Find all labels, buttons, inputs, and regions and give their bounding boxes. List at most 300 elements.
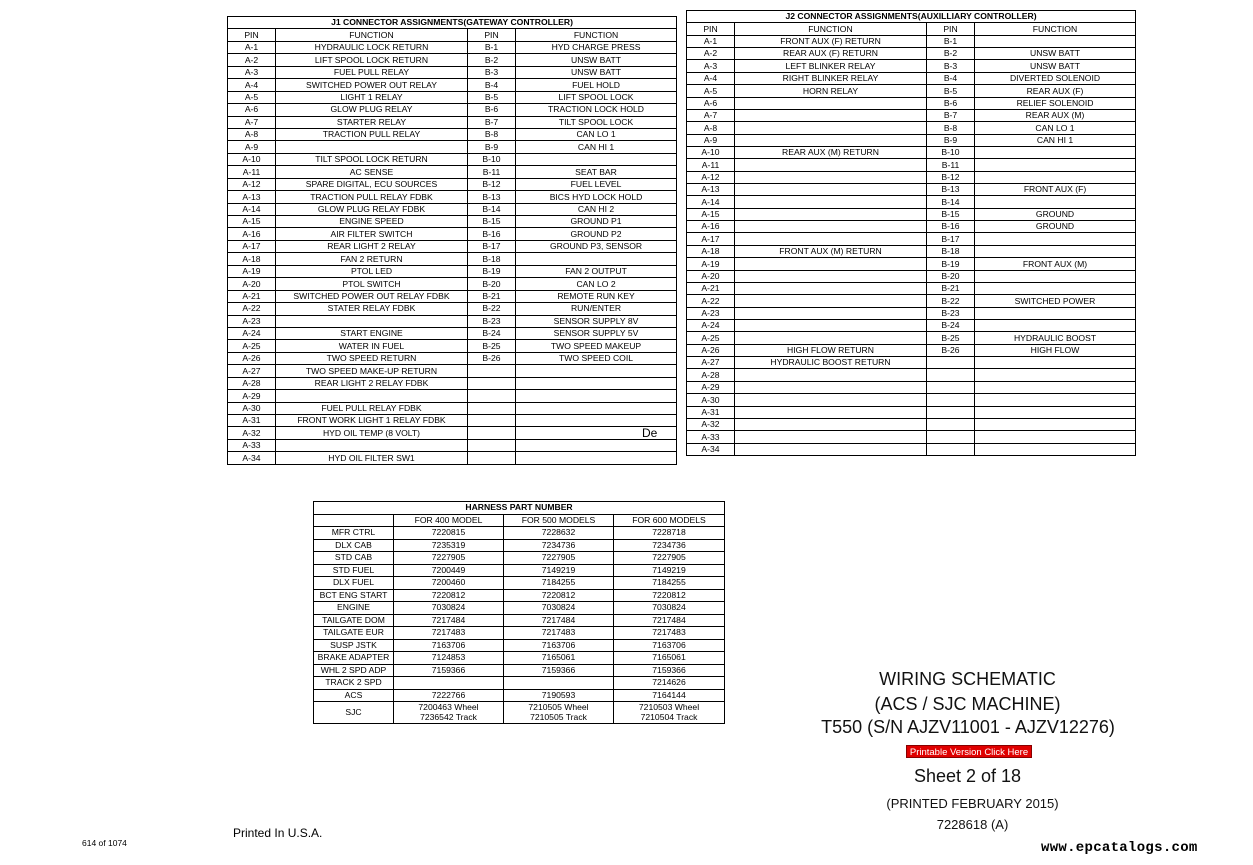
j2-cell	[975, 394, 1136, 406]
j1-row	[228, 415, 677, 427]
j1-cell: ENGINE SPEED	[276, 216, 468, 228]
j1-cell: SENSOR SUPPLY 8V	[516, 315, 677, 327]
j2-cell: A-12	[687, 171, 735, 183]
j1-cell: A-31	[228, 415, 276, 427]
harness-part-number-table	[313, 501, 725, 724]
j2-cell: B-13	[927, 184, 975, 196]
j1-cell: FUEL PULL RELAY	[276, 66, 468, 78]
harness-cell: TAILGATE DOM	[314, 614, 394, 627]
j2-cell: B-8	[927, 122, 975, 134]
j1-cell: CAN HI 1	[516, 141, 677, 153]
j2-cell	[735, 97, 927, 109]
j2-cell	[735, 171, 927, 183]
j1-cell: A-7	[228, 116, 276, 128]
harness-cell: BRAKE ADAPTER	[314, 652, 394, 665]
j1-cell: A-5	[228, 91, 276, 103]
j1-cell: A-9	[228, 141, 276, 153]
j2-cell	[975, 245, 1136, 257]
harness-row	[314, 702, 725, 724]
j1-cell: TWO SPEED MAKE-UP RETURN	[276, 365, 468, 377]
harness-cell: DLX CAB	[314, 539, 394, 552]
j1-cell: TWO SPEED RETURN	[276, 352, 468, 364]
harness-row	[314, 627, 725, 640]
j1-cell: GROUND P1	[516, 216, 677, 228]
j1-cell: B-6	[468, 104, 516, 116]
j1-cell	[468, 452, 516, 464]
j2-cell: B-2	[927, 48, 975, 60]
schematic-title: WIRING SCHEMATIC	[879, 669, 1056, 689]
j1-cell: B-20	[468, 278, 516, 290]
j1-cell	[468, 402, 516, 414]
j1-row	[228, 327, 677, 339]
j1-row	[228, 452, 677, 464]
j2-cell: A-11	[687, 159, 735, 171]
printed-date: (PRINTED FEBRUARY 2015)	[886, 796, 1059, 811]
j1-cell: B-19	[468, 265, 516, 277]
j2-cell: A-28	[687, 369, 735, 381]
j1-cell: B-26	[468, 352, 516, 364]
j2-row	[687, 258, 1136, 270]
j1-cell: B-7	[468, 116, 516, 128]
j2-cell	[975, 233, 1136, 245]
j2-cell: A-23	[687, 307, 735, 319]
j2-row	[687, 295, 1136, 307]
j1-cell	[468, 390, 516, 402]
harness-cell: 7217483	[394, 627, 504, 640]
j1-cell: A-17	[228, 240, 276, 252]
harness-cell: 7164144	[614, 689, 725, 702]
j1-cell: GROUND P3, SENSOR	[516, 240, 677, 252]
j2-row	[687, 418, 1136, 430]
j2-cell	[975, 171, 1136, 183]
j1-cell	[516, 439, 677, 451]
j1-cell: A-22	[228, 303, 276, 315]
harness-header-blank	[314, 514, 394, 527]
j1-row	[228, 178, 677, 190]
j1-cell: UNSW BATT	[516, 66, 677, 78]
j1-cell: B-13	[468, 191, 516, 203]
j2-cell: B-11	[927, 159, 975, 171]
j2-cell: UNSW BATT	[975, 48, 1136, 60]
j2-row	[687, 60, 1136, 72]
j1-cell	[276, 390, 468, 402]
site-watermark: www.epcatalogs.com	[1041, 840, 1198, 856]
j2-cell: A-29	[687, 381, 735, 393]
j1-cell	[468, 427, 516, 439]
j1-cell	[468, 377, 516, 389]
j2-row	[687, 245, 1136, 257]
j2-cell: A-21	[687, 282, 735, 294]
j2-cell: A-34	[687, 443, 735, 455]
j2-row	[687, 109, 1136, 121]
harness-row	[314, 589, 725, 602]
j2-cell	[927, 443, 975, 455]
j1-row	[228, 439, 677, 451]
j1-cell: B-10	[468, 153, 516, 165]
harness-cell: ENGINE	[314, 602, 394, 615]
harness-cell: 7030824	[394, 602, 504, 615]
j2-cell: FRONT AUX (F) RETURN	[735, 35, 927, 47]
harness-cell: 7163706	[614, 639, 725, 652]
j1-cell	[468, 439, 516, 451]
j2-cell: CAN LO 1	[975, 122, 1136, 134]
j1-cell: HYD OIL FILTER SW1	[276, 452, 468, 464]
machine-type: (ACS / SJC MACHINE)	[874, 694, 1061, 714]
j1-cell: A-1	[228, 41, 276, 53]
j2-cell	[735, 443, 927, 455]
j2-cell: HIGH FLOW RETURN	[735, 344, 927, 356]
j1-row	[228, 427, 677, 439]
j1-cell: A-14	[228, 203, 276, 215]
j2-cell	[735, 369, 927, 381]
harness-cell: 7190593	[504, 689, 614, 702]
harness-cell: 7234736	[504, 539, 614, 552]
printable-version-link[interactable]: Printable Version Click Here	[906, 745, 1032, 758]
j1-cell: B-25	[468, 340, 516, 352]
harness-cell: 7184255	[614, 577, 725, 590]
j2-cell: A-9	[687, 134, 735, 146]
harness-cell: 7200463 Wheel 7236542 Track	[394, 702, 504, 724]
j1-cell: FRONT WORK LIGHT 1 RELAY FDBK	[276, 415, 468, 427]
j1-cell: SENSOR SUPPLY 5V	[516, 327, 677, 339]
harness-cell: 7217483	[614, 627, 725, 640]
j1-row	[228, 377, 677, 389]
harness-cell: 7214626	[614, 677, 725, 690]
j2-cell	[927, 381, 975, 393]
j2-cell	[735, 258, 927, 270]
harness-cell: SJC	[314, 702, 394, 724]
j1-row	[228, 116, 677, 128]
j2-connector-table	[686, 10, 1136, 456]
j1-cell: A-13	[228, 191, 276, 203]
harness-cell	[394, 677, 504, 690]
j1-cell: FUEL HOLD	[516, 79, 677, 91]
j1-cell: A-32	[228, 427, 276, 439]
harness-cell: 7124853	[394, 652, 504, 665]
j2-cell: A-30	[687, 394, 735, 406]
harness-cell: ACS	[314, 689, 394, 702]
j1-cell: A-30	[228, 402, 276, 414]
j1-row	[228, 315, 677, 327]
j2-cell	[975, 270, 1136, 282]
j2-cell	[735, 307, 927, 319]
j1-cell: FUEL LEVEL	[516, 178, 677, 190]
j1-cell	[516, 365, 677, 377]
j2-cell	[735, 208, 927, 220]
j2-cell	[735, 270, 927, 282]
j2-cell: A-18	[687, 245, 735, 257]
j1-title: J1 CONNECTOR ASSIGNMENTS(GATEWAY CONTROLLER)	[228, 17, 677, 29]
j1-row	[228, 141, 677, 153]
j1-cell: CAN LO 1	[516, 128, 677, 140]
harness-header-500: FOR 500 MODELS	[504, 514, 614, 527]
harness-cell: 7217484	[614, 614, 725, 627]
j1-cell	[276, 141, 468, 153]
harness-cell: 7227905	[504, 552, 614, 565]
j2-cell	[975, 431, 1136, 443]
j2-header-pin-a: PIN	[687, 23, 735, 35]
j1-cell: A-8	[228, 128, 276, 140]
j1-stray-text: De	[642, 426, 658, 440]
j2-cell: B-6	[927, 97, 975, 109]
j2-row	[687, 159, 1136, 171]
harness-cell: 7165061	[504, 652, 614, 665]
j1-cell	[468, 415, 516, 427]
harness-cell: 7227905	[394, 552, 504, 565]
harness-cell: 7030824	[504, 602, 614, 615]
harness-cell: 7234736	[614, 539, 725, 552]
j1-cell: A-29	[228, 390, 276, 402]
j2-row	[687, 72, 1136, 84]
harness-cell: STD CAB	[314, 552, 394, 565]
harness-cell: TAILGATE EUR	[314, 627, 394, 640]
j2-row	[687, 344, 1136, 356]
j2-cell	[975, 381, 1136, 393]
j1-cell: AIR FILTER SWITCH	[276, 228, 468, 240]
harness-cell: MFR CTRL	[314, 527, 394, 540]
j1-cell: SWITCHED POWER OUT RELAY FDBK	[276, 290, 468, 302]
j1-row	[228, 290, 677, 302]
harness-row	[314, 527, 725, 540]
j1-cell: REMOTE RUN KEY	[516, 290, 677, 302]
harness-cell: 7200449	[394, 564, 504, 577]
j1-cell: TWO SPEED MAKEUP	[516, 340, 677, 352]
j2-header-function-b: FUNCTION	[975, 23, 1136, 35]
j2-cell: DIVERTED SOLENOID	[975, 72, 1136, 84]
j1-cell: B-22	[468, 303, 516, 315]
j2-row	[687, 97, 1136, 109]
j1-cell: B-17	[468, 240, 516, 252]
j1-cell: A-21	[228, 290, 276, 302]
j1-row	[228, 128, 677, 140]
harness-cell: DLX FUEL	[314, 577, 394, 590]
j2-row	[687, 332, 1136, 344]
j2-cell: A-24	[687, 319, 735, 331]
j2-cell: B-1	[927, 35, 975, 47]
j1-cell: FAN 2 OUTPUT	[516, 265, 677, 277]
j1-cell	[516, 452, 677, 464]
j1-cell: B-23	[468, 315, 516, 327]
j2-cell: HIGH FLOW	[975, 344, 1136, 356]
j2-cell: REAR AUX (F) RETURN	[735, 48, 927, 60]
harness-cell: 7227905	[614, 552, 725, 565]
j2-cell: A-32	[687, 418, 735, 430]
j2-row	[687, 184, 1136, 196]
j2-cell	[975, 443, 1136, 455]
harness-title: HARNESS PART NUMBER	[314, 502, 725, 515]
j1-row	[228, 166, 677, 178]
j2-cell: B-18	[927, 245, 975, 257]
j2-cell: A-16	[687, 221, 735, 233]
j1-cell: HYD OIL TEMP (8 VOLT)	[276, 427, 468, 439]
j1-cell: FAN 2 RETURN	[276, 253, 468, 265]
harness-cell: 7149219	[614, 564, 725, 577]
j2-cell: RIGHT BLINKER RELAY	[735, 72, 927, 84]
j1-cell: A-23	[228, 315, 276, 327]
j2-cell: HYDRAULIC BOOST RETURN	[735, 357, 927, 369]
j2-cell	[735, 319, 927, 331]
j2-cell	[975, 146, 1136, 158]
j2-cell	[735, 381, 927, 393]
document-part-number: 7228618 (A)	[936, 817, 1009, 832]
j2-row	[687, 208, 1136, 220]
harness-row	[314, 564, 725, 577]
j1-row	[228, 352, 677, 364]
j2-cell: FRONT AUX (F)	[975, 184, 1136, 196]
j1-row	[228, 365, 677, 377]
j2-cell: B-10	[927, 146, 975, 158]
harness-row	[314, 639, 725, 652]
j2-cell	[735, 394, 927, 406]
j1-cell: UNSW BATT	[516, 54, 677, 66]
harness-cell: 7165061	[614, 652, 725, 665]
harness-cell: 7220812	[394, 589, 504, 602]
j2-cell	[735, 109, 927, 121]
j1-cell: B-15	[468, 216, 516, 228]
j2-cell	[975, 357, 1136, 369]
harness-cell: 7200460	[394, 577, 504, 590]
j2-cell: CAN HI 1	[975, 134, 1136, 146]
printed-in-label: Printed In U.S.A.	[233, 826, 323, 840]
j1-header-pin-b: PIN	[468, 29, 516, 41]
j1-cell: STARTER RELAY	[276, 116, 468, 128]
j1-cell: RUN/ENTER	[516, 303, 677, 315]
j2-row	[687, 134, 1136, 146]
j1-row	[228, 191, 677, 203]
j2-cell: B-22	[927, 295, 975, 307]
harness-cell: 7228718	[614, 527, 725, 540]
j1-cell: TRACTION PULL RELAY	[276, 128, 468, 140]
j1-cell: A-2	[228, 54, 276, 66]
harness-cell: 7149219	[504, 564, 614, 577]
j2-cell	[735, 221, 927, 233]
j1-cell: LIFT SPOOL LOCK	[516, 91, 677, 103]
j2-row	[687, 196, 1136, 208]
model-serial-range: T550 (S/N AJZV11001 - AJZV12276)	[821, 717, 1115, 737]
j2-header-function-a: FUNCTION	[735, 23, 927, 35]
j2-cell	[975, 319, 1136, 331]
j2-cell	[927, 418, 975, 430]
page-counter: 614 of 1074	[82, 838, 127, 848]
harness-header-600: FOR 600 MODELS	[614, 514, 725, 527]
harness-cell: BCT ENG START	[314, 589, 394, 602]
j2-cell	[735, 431, 927, 443]
j2-cell: A-33	[687, 431, 735, 443]
j1-cell: STATER RELAY FDBK	[276, 303, 468, 315]
j1-row	[228, 203, 677, 215]
j2-cell: FRONT AUX (M)	[975, 258, 1136, 270]
j1-cell: SWITCHED POWER OUT RELAY	[276, 79, 468, 91]
j1-cell: HYD CHARGE PRESS	[516, 41, 677, 53]
j2-cell: B-23	[927, 307, 975, 319]
j2-row	[687, 282, 1136, 294]
j1-cell: GLOW PLUG RELAY FDBK	[276, 203, 468, 215]
j2-cell: B-25	[927, 332, 975, 344]
j1-cell: GLOW PLUG RELAY	[276, 104, 468, 116]
j2-cell	[735, 332, 927, 344]
j2-cell	[975, 196, 1136, 208]
j1-row	[228, 390, 677, 402]
j1-row	[228, 303, 677, 315]
j2-cell: A-19	[687, 258, 735, 270]
j1-row	[228, 265, 677, 277]
j2-cell: A-25	[687, 332, 735, 344]
j2-cell	[975, 159, 1136, 171]
j1-cell: BICS HYD LOCK HOLD	[516, 191, 677, 203]
harness-cell: 7210505 Wheel 7210505 Track	[504, 702, 614, 724]
j1-row	[228, 402, 677, 414]
j1-header-function-a: FUNCTION	[276, 29, 468, 41]
j1-row	[228, 41, 677, 53]
j1-cell: A-11	[228, 166, 276, 178]
harness-cell: 7235319	[394, 539, 504, 552]
j2-cell: LEFT BLINKER RELAY	[735, 60, 927, 72]
j2-cell: REAR AUX (M) RETURN	[735, 146, 927, 158]
j2-cell: GROUND	[975, 221, 1136, 233]
j2-cell	[735, 159, 927, 171]
harness-cell	[504, 677, 614, 690]
j1-cell: B-12	[468, 178, 516, 190]
j1-cell: TRACTION LOCK HOLD	[516, 104, 677, 116]
harness-row	[314, 539, 725, 552]
j2-cell: A-5	[687, 85, 735, 97]
j1-header-function-b: FUNCTION	[516, 29, 677, 41]
j2-row	[687, 357, 1136, 369]
j2-cell: UNSW BATT	[975, 60, 1136, 72]
harness-row	[314, 602, 725, 615]
j2-cell: REAR AUX (F)	[975, 85, 1136, 97]
j2-cell	[975, 307, 1136, 319]
j1-cell: B-11	[468, 166, 516, 178]
j2-cell: B-19	[927, 258, 975, 270]
j2-cell	[735, 282, 927, 294]
j1-cell: REAR LIGHT 2 RELAY FDBK	[276, 377, 468, 389]
j2-row	[687, 122, 1136, 134]
j1-cell: B-24	[468, 327, 516, 339]
j2-title: J2 CONNECTOR ASSIGNMENTS(AUXILLIARY CONTROLLER)	[687, 11, 1136, 23]
j2-cell	[735, 406, 927, 418]
j1-cell: FUEL PULL RELAY FDBK	[276, 402, 468, 414]
j1-connector-table	[227, 16, 677, 465]
j2-cell	[927, 406, 975, 418]
harness-cell: 7159366	[614, 664, 725, 677]
harness-cell: 7163706	[394, 639, 504, 652]
j2-row	[687, 394, 1136, 406]
j2-cell: SWITCHED POWER	[975, 295, 1136, 307]
harness-cell: WHL 2 SPD ADP	[314, 664, 394, 677]
j2-row	[687, 221, 1136, 233]
j1-cell: A-25	[228, 340, 276, 352]
j2-cell: A-10	[687, 146, 735, 158]
harness-cell: 7159366	[394, 664, 504, 677]
harness-cell: TRACK 2 SPD	[314, 677, 394, 690]
j1-cell: A-4	[228, 79, 276, 91]
j1-cell: B-1	[468, 41, 516, 53]
j2-cell	[975, 418, 1136, 430]
j2-cell: B-14	[927, 196, 975, 208]
j1-cell: TWO SPEED COIL	[516, 352, 677, 364]
j1-cell	[276, 315, 468, 327]
j1-row	[228, 240, 677, 252]
j1-cell: A-10	[228, 153, 276, 165]
j1-cell	[516, 153, 677, 165]
j1-cell	[276, 439, 468, 451]
j2-cell: A-15	[687, 208, 735, 220]
j2-cell: B-20	[927, 270, 975, 282]
harness-cell: 7220815	[394, 527, 504, 540]
j1-row	[228, 228, 677, 240]
j2-cell: B-9	[927, 134, 975, 146]
